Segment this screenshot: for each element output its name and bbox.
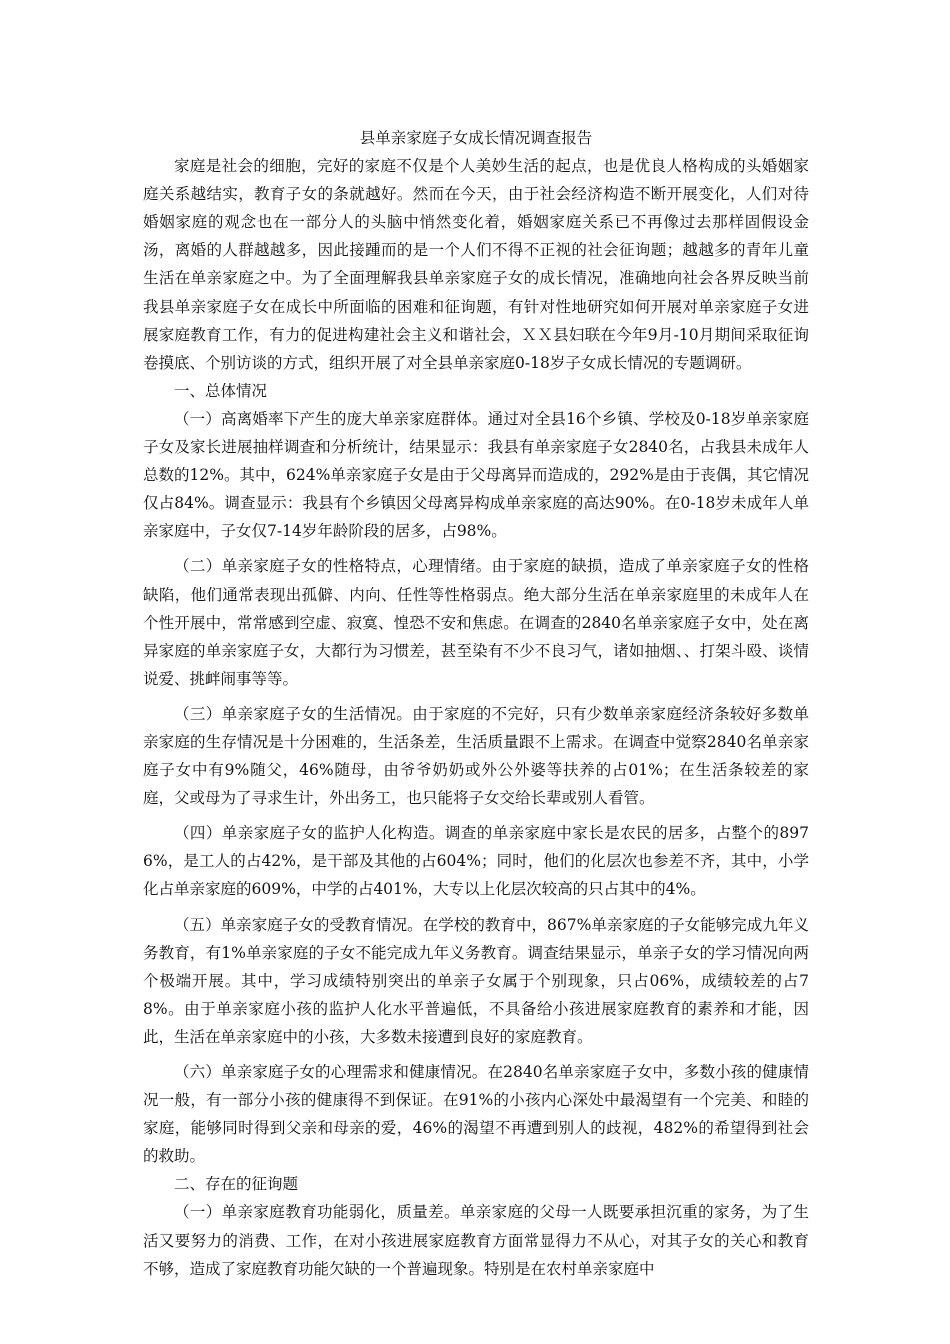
document-page — [143, 124, 809, 1283]
overview-paragraph-3: （三）单亲家庭子女的生活情况。由于家庭的不完好，只有少数单亲家庭经济条较好多数单亲家庭的生存情况是十分困难的，生活条差，生活质量跟不上需求。在调查中觉察2840名单亲家庭子女中有9%随父，46%随母，由爷爷奶奶或外公外婆等扶养的占01%；在生活条较差的家庭，父或母为了寻求生计，外出务工，也只能将子女交给长辈或别人看管。 — [143, 704, 809, 808]
overview-paragraph-2: （二）单亲家庭子女的性格特点，心理情绪。由于家庭的缺损，造成了单亲家庭子女的性格缺陷，他们通常表现出孤僻、内向、任性等性格弱点。绝大部分生活在单亲家庭里的未成年人在个性开展中，常常感到空虚、寂寞、惶恐不安和焦虑。在调查的2840名单亲家庭子女中，处在离异家庭的单亲家庭子女，大都行为习惯差，甚至染有不少不良习气，诸如抽烟、、打架斗殴、谈情说爱、挑衅闹事等等。 — [143, 557, 809, 688]
overview-paragraph-4: （四）单亲家庭子女的监护人化构造。调查的单亲家庭中家长是农民的居多，占整个的8976%，是工人的占42%，是干部及其他的占604%；同时，他们的化层次也参差不齐，其中，小学化占单亲家庭的609%，中学的占401%，大专以上化层次较高的只占其中的4%。 — [143, 824, 809, 899]
section-heading-overview: 一、总体情况 — [174, 381, 268, 400]
document-title: 县单亲家庭子女成长情况调查报告 — [359, 129, 593, 147]
section-heading-problems: 二、存在的征询题 — [174, 1175, 299, 1194]
problems-paragraph-1: （一）单亲家庭教育功能弱化，质量差。单亲家庭的父母一人既要承担沉重的家务，为了生活又要努力的消费、工作，在对小孩进展家庭教育方面常显得力不从心，对其子女的关心和教育不够，造成了家庭教育功能欠缺的一个普遍现象。特别是在农村单亲家庭中 — [143, 1203, 809, 1278]
overview-paragraph-1: （一）高离婚率下产生的庞大单亲家庭群体。通过对全县16个乡镇、学校及0-18岁单亲家庭子女及家长进展抽样调查和分析统计，结果显示：我县有单亲家庭子女2840名，占我县未成年人总数的12%。其中，624%单亲家庭子女是由于父母离异而造成的，292%是由于丧偶，其它情况仅占84%。调查显示：我县有个乡镇因父母离异构成单亲家庭的高达90%。在0-18岁未成年人单亲家庭中，子女仅7-14岁年龄阶段的居多，占98%。 — [143, 409, 809, 541]
overview-paragraph-6: （六）单亲家庭子女的心理需求和健康情况。在2840名单亲家庭子女中，多数小孩的健康情况一般，有一部分小孩的健康得不到保证。在91%的小孩内心深处中最渴望有一个完美、和睦的家庭，能够同时得到父亲和母亲的爱，46%的渴望不再遭到别人的歧视，482%的希望得到社会的救助。 — [143, 1063, 809, 1166]
intro-paragraph: 家庭是社会的细胞，完好的家庭不仅是个人美妙生活的起点，也是优良人格构成的头婚姻家庭关系越结实，教育子女的条就越好。然而在今天，由于社会经济构造不断开展变化，人们对待婚姻家庭的观念也在一部分人的头脑中悄然变化着，婚姻家庭关系已不再像过去那样固假设金汤，离婚的人群越越多，因此接踵而的是一个人们不得不正视的社会征询题；越越多的青年儿童生活在单亲家庭之中。为了全面理解我县单亲家庭子女的成长情况，准确地向社会各界反映当前我县单亲家庭子女在成长中所面临的困难和征询题，有针对性地研究如何开展对单亲家庭子女进展家庭教育工作，有力的促进构建社会主义和谐社会，ＸＸ县妇联在今年9月-10月期间采取征询卷摸底、个别访谈的方式，组织开展了对全县单亲家庭0-18岁子女成长情况的专题调研。 — [143, 157, 809, 372]
overview-paragraph-5: （五）单亲家庭子女的受教育情况。在学校的教育中，867%单亲家庭的子女能够完成九年义务教育，有1%单亲家庭的子女不能完成九年义务教育。调查结果显示，单亲子女的学习情况向两个极端开展。其中，学习成绩特别突出的单亲子女属于个别现象，只占06%，成绩较差的占78%。由于单亲家庭小孩的监护人化水平普遍低，不具备给小孩进展家庭教育的素养和才能，因此，生活在单亲家庭中的小孩，大多数未接遭到良好的家庭教育。 — [143, 915, 809, 1046]
